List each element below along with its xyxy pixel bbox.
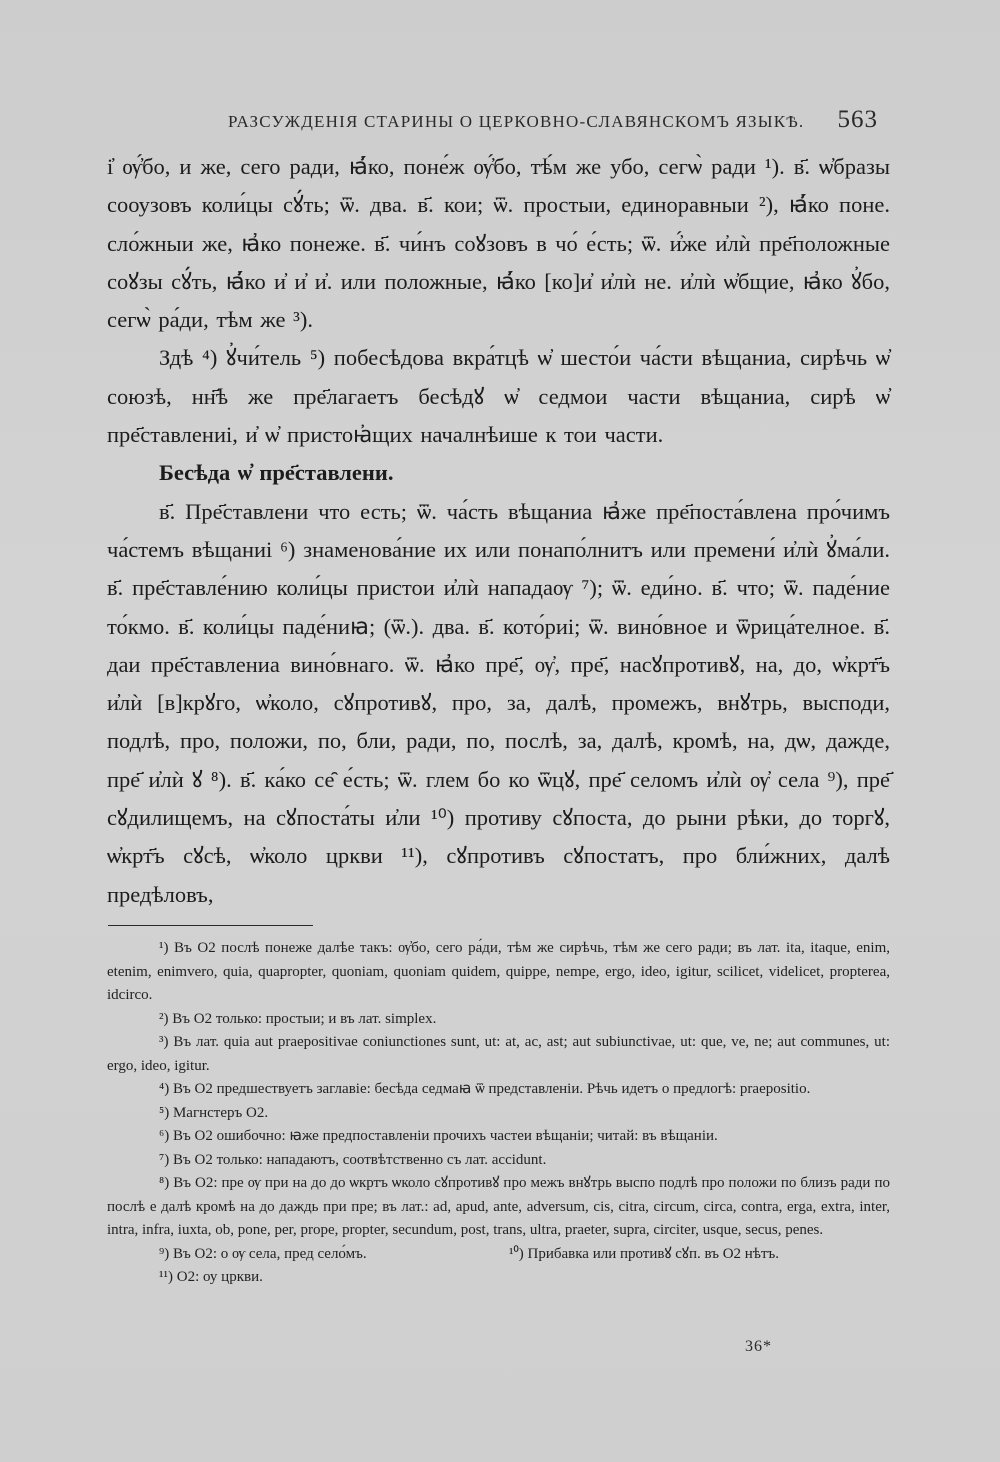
footnote-1: ¹) Въ О2 послѣ понеже далѣе такъ: ѹ҆бо, сего ра́ди, тѣм же сирѣчь, тѣм же сего ради; въ лат. ita, itaque, enim, etenim, enimvero, quia, quapropter, quoniam, quoniam quidem, quippe, nempe, ergo, ideo, igitur, scilicet, videlicet, propterea, idcirco. [107,940,890,1003]
footnote-5: ⁵) Магнстеръ О2. [159,1104,269,1121]
footnote-row-9-10 [107,1243,890,1267]
signature-mark: 36* [745,1338,772,1355]
footnote-11: ¹¹) О2: оу цркви. [159,1269,263,1285]
paragraph-teacher: Здѣ ⁴) ꙋ҆чи́тель ⁵) побесѣдова вкра́тцѣ ѡ҆ шесто́и ча́сти вѣщаниа, сирѣчь ѡ҆ союзѣ, нн҃ѣ же пре҃лагаетъ бесѣдꙋ ѡ҆ седмои части вѣщаниа, сирѣ ѡ҆ пре҃ставлениі, и҆ ѡ҆ пристоꙗ҆щих началнѣише к тои части. [107,345,890,448]
running-head-title: РАЗСУЖДЕНІЯ СТАРИНЫ О ЦЕРКОВНО-СЛАВЯНСКОМЪ ЯЗЫКѢ. [228,112,805,131]
running-head [228,108,878,138]
footnote-4: ⁴) Въ О2 предшествуетъ заглавіе: бесѣда седмаꙗ ѿ представленіи. Рѣчь идетъ о предлогѣ: praepositio. [159,1081,811,1097]
section-heading: Бесѣда ѡ҆ пре҃ставлени. [159,460,394,486]
footnote-3: ³) Въ лат. quia aut praepositivae coniunctiones sunt, ut: at, ac, ast; aut subiunctivae, ut: que, ve, ne; aut communes, ut: ergo, ideo, igitur. [107,1034,890,1074]
footnote-10: ¹⁰) Прибавка или противꙋ сꙋп. въ О2 нѣтъ. [509,1245,780,1262]
main-text [107,148,890,914]
footnote-9: ⁹) Въ О2: о ѹ села, пред село́мъ. [159,1245,367,1262]
paragraph-preposition: в҃. Пре҃ставлени что есть; ѿ. ча́сть вѣщаниа ꙗ҆же пре҃поста́влена про́чимъ ча́стемъ вѣщаниі ⁶) знаменова́ние их или понапо́лнитъ или премени́ и҆лѝ ꙋ҆ма́ли. в҃. пре҃ставле́нию коли́цы пристои и҆лѝ нападаѹ ⁷); ѿ. еди́но. в҃. что; ѿ. паде́ние то́кмо. в҃. коли́цы паде́ниꙗ; (ѿ.). два. в҃. кото́риі; ѿ. вино́вное и ѿрица́телное. в҃. даи пре҃ставлениа вино́внаго. ѿ. ꙗ҆ко пре҃, ѹ҆, пре҃, насꙋпротивꙋ, на, до, ѡ҆крт҃ъ и҆лѝ [в]крꙋго, ѡ҆коло, сꙋпротивꙋ, про, за, далѣ, промежъ, внꙋтрь, высподи, подлѣ, про, положи, по, бли, ради, по, послѣ, за, далѣ, кромѣ, на, дѡ, дажде, пре҃ и҆лѝ ꙋ ⁸). в҃. ка́ко се̑ е́сть; ѿ. глем бо ко ѿцꙋ, пре҃ селомъ и҆лѝ ѹ҆ села ⁹), пре҃ сꙋдилищемъ, на сꙋпоста́ты и҆ли ¹⁰) противу сꙋпоста, до рыни рѣки, до торгꙋ, ѡ҆крт҃ъ сꙋсѣ, ѡ҆коло цркви ¹¹), сꙋпротивъ сꙋпостатъ, про бли́жних, далѣ предѣловъ, [107,498,890,907]
page-number: 563 [837,106,878,133]
footnote-8: ⁸) Въ О2: пре ѹ при на до до ѡкртъ ѡколо сꙋпротивꙋ про межъ внꙋтрь выспо подлѣ про положи по близъ ради по послѣ е далѣ кромѣ на до даждь при пре; въ лат.: ad, apud, ante, adversum, cis, citra, circum, circa, contra, erga, extra, inter, intra, infra, iuxta, ob, pone, per, prope, propter, secundum, post, trans, ultra, praeter, supra, circiter, usque, secus, penes. [107,1175,890,1238]
footnotes [107,937,890,1290]
footnote-2: ²) Въ О2 только: простыи; и въ лат. simplex. [159,1010,437,1027]
footnote-divider [108,925,313,926]
footnote-6: ⁶) Въ О2 ошибочно: ꙗже предпоставленіи прочихъ частеи вѣщаніи; читай: въ вѣщаніи. [159,1128,718,1144]
paragraph-continued: і҆ ѹ҆́бо, и же, сего ради, ꙗ҆́ко, поне́ж ѹ҆́бо, тѣ́м же убо, сегѡ̀ ради ¹). в҃. ѡ҆бразы сооузовъ коли́цы сꙋ́ть; ѿ. два. в҃. кои; ѿ. простыи, единоравныи ²), ꙗ҆́ко поне. сло́жныи же, ꙗ҆ко понеже. в҃. чи́нъ соꙋзовъ в чо́ е́сть; ѿ. и҆́же и҆лѝ пре҃положные соꙋзы сꙋ́ть, ꙗ҆́ко и҆ и҆ и҆. или положные, ꙗ҆́ко [ко]и҆ и҆лѝ не. и҆лѝ ѡ҆бщие, ꙗ҆ко ꙋ҆бо, сегѡ̀ ра́ди, тѣм же ³). [107,154,890,333]
footnote-7: ⁷) Въ О2 только: нападаютъ, соотвѣтственно съ лат. accidunt. [159,1151,547,1168]
